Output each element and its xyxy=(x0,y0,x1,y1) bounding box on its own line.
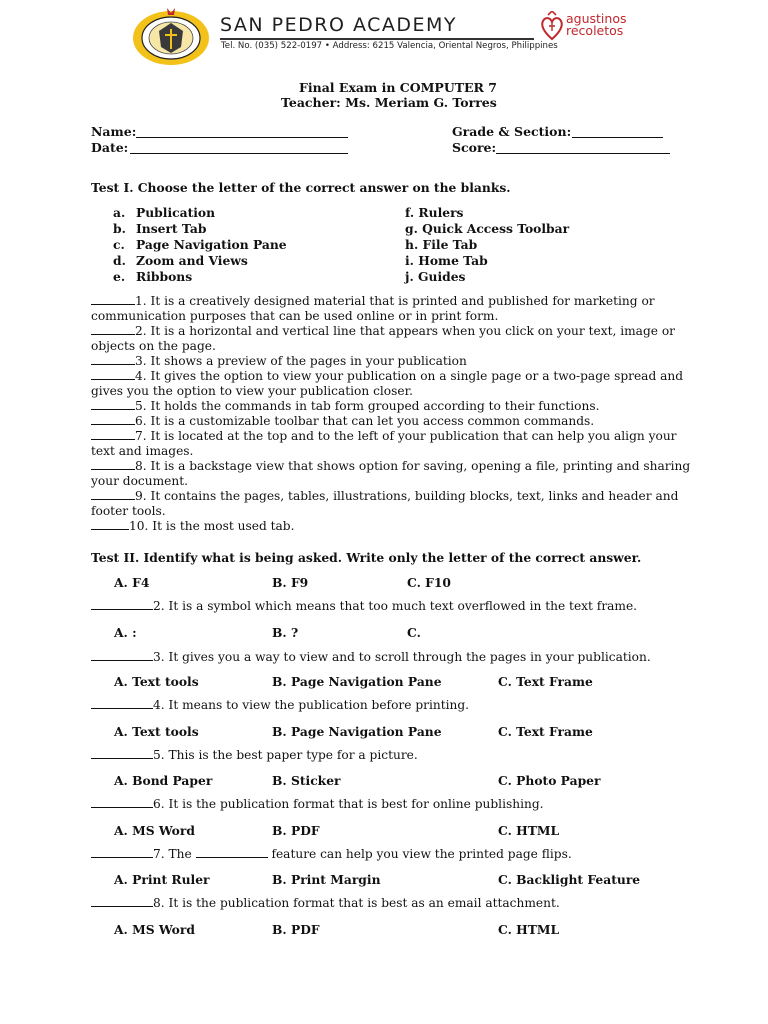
q5-choice-c: C. Photo Paper xyxy=(498,773,601,788)
q7-choice-a: A. Print Ruler xyxy=(114,872,210,887)
test2-question-8: 8. It is the publication format that is best as an email attachment. xyxy=(91,896,560,911)
test1-item-2-cont: objects on the page. xyxy=(91,339,216,353)
test1-item-3: 3. It shows a preview of the pages in your publication xyxy=(91,354,467,369)
option-h: h. File Tab xyxy=(405,237,478,252)
test1-item-7-cont: text and images. xyxy=(91,444,194,458)
q7-choice-c: C. Backlight Feature xyxy=(498,872,641,887)
q8-choice-c: C. HTML xyxy=(498,922,560,937)
answer-blank[interactable] xyxy=(91,896,153,907)
test2-instruction: Test II. Identify what is being asked. Write only the letter of the correct answer. xyxy=(91,550,642,565)
q2-choice-a: A. : xyxy=(114,625,137,640)
q1-choice-c: C. F10 xyxy=(407,575,451,590)
answer-blank[interactable] xyxy=(91,414,135,425)
date-field[interactable] xyxy=(130,153,348,154)
test2-question-6: 6. It is the publication format that is best for online publishing. xyxy=(91,797,544,812)
q4-choice-a: A. Text tools xyxy=(114,724,199,739)
school-seal-icon xyxy=(131,5,211,67)
school-name: SAN PEDRO ACADEMY xyxy=(220,14,458,36)
answer-blank[interactable] xyxy=(91,324,135,335)
q4-choice-b: B. Page Navigation Pane xyxy=(272,724,442,739)
answer-blank[interactable] xyxy=(91,429,135,440)
q3-choice-a: A. Text tools xyxy=(114,674,199,689)
option-c-letter: c. xyxy=(113,237,125,252)
option-b-letter: b. xyxy=(113,221,126,236)
answer-blank[interactable] xyxy=(91,369,135,380)
option-e-letter: e. xyxy=(113,269,126,284)
option-d-letter: d. xyxy=(113,253,126,268)
partner-line-2: recoletos xyxy=(566,23,624,38)
partner-line-1: agustinos xyxy=(566,11,627,26)
test1-item-9-cont: footer tools. xyxy=(91,504,166,518)
test1-item-8: 8. It is a backstage view that shows option for saving, opening a file, printing and sharing xyxy=(91,459,690,474)
q3-choice-b: B. Page Navigation Pane xyxy=(272,674,442,689)
q6-choice-b: B. PDF xyxy=(272,823,320,838)
test1-item-9: 9. It contains the pages, tables, illustrations, building blocks, text, links and header and xyxy=(91,489,678,504)
q3-choice-c: C. Text Frame xyxy=(498,674,593,689)
school-contact: Tel. No. (035) 522-0197 • Address: 6215 Valencia, Oriental Negros, Philippines xyxy=(221,41,558,51)
partner-logo-text xyxy=(566,13,627,37)
name-field[interactable] xyxy=(136,137,348,138)
test2-question-2: 2. It is a symbol which means that too much text overflowed in the text frame. xyxy=(91,599,637,614)
score-label: Score: xyxy=(452,140,497,155)
answer-blank[interactable] xyxy=(91,698,153,709)
q6-choice-c: C. HTML xyxy=(498,823,560,838)
answer-blank[interactable] xyxy=(91,797,153,808)
option-g: g. Quick Access Toolbar xyxy=(405,221,570,236)
answer-blank[interactable] xyxy=(91,399,135,410)
answer-blank[interactable] xyxy=(91,748,153,759)
header-rule xyxy=(220,38,534,40)
q4-choice-c: C. Text Frame xyxy=(498,724,593,739)
grade-section-field[interactable] xyxy=(572,137,663,138)
option-i: i. Home Tab xyxy=(405,253,488,268)
answer-blank[interactable] xyxy=(91,489,135,500)
heart-logo-icon xyxy=(540,11,564,41)
option-b-text: Insert Tab xyxy=(136,221,207,236)
test2-question-4: 4. It means to view the publication before printing. xyxy=(91,698,469,713)
q7-choice-b: B. Print Margin xyxy=(272,872,381,887)
score-field[interactable] xyxy=(496,153,670,154)
test1-item-1: 1. It is a creatively designed material that is printed and published for marketing or xyxy=(91,294,655,309)
test1-item-2: 2. It is a horizontal and vertical line that appears when you click on your text, image or xyxy=(91,324,675,339)
test1-instruction: Test I. Choose the letter of the correct answer on the blanks. xyxy=(91,180,511,195)
test1-item-7: 7. It is located at the top and to the left of your publication that can help you align your xyxy=(91,429,677,444)
q2-choice-c: C. xyxy=(407,625,421,640)
answer-blank[interactable] xyxy=(91,847,153,858)
option-a-text: Publication xyxy=(136,205,216,220)
answer-blank[interactable] xyxy=(91,599,153,610)
q6-choice-a: A. MS Word xyxy=(114,823,195,838)
answer-blank[interactable] xyxy=(91,650,153,661)
test2-question-5: 5. This is the best paper type for a picture. xyxy=(91,748,418,763)
test1-item-5: 5. It holds the commands in tab form grouped according to their functions. xyxy=(91,399,599,414)
grade-section-label: Grade & Section: xyxy=(452,124,572,139)
test1-item-8-cont: your document. xyxy=(91,474,188,488)
option-f: f. Rulers xyxy=(405,205,464,220)
test1-item-6: 6. It is a customizable toolbar that can let you access common commands. xyxy=(91,414,594,429)
exam-teacher: Teacher: Ms. Meriam G. Torres xyxy=(281,95,497,110)
option-a-letter: a. xyxy=(113,205,126,220)
q8-choice-a: A. MS Word xyxy=(114,922,195,937)
q1-choice-b: B. F9 xyxy=(272,575,309,590)
q1-choice-a: A. F4 xyxy=(114,575,150,590)
option-c-text: Page Navigation Pane xyxy=(136,237,287,252)
test2-question-3: 3. It gives you a way to view and to scroll through the pages in your publication. xyxy=(91,650,651,665)
option-e-text: Ribbons xyxy=(136,269,193,284)
option-d-text: Zoom and Views xyxy=(136,253,248,268)
q2-choice-b: B. ? xyxy=(272,625,299,640)
answer-blank[interactable] xyxy=(91,354,135,365)
answer-blank[interactable] xyxy=(91,459,135,470)
test1-item-4: 4. It gives the option to view your publication on a single page or a two-page spread and xyxy=(91,369,683,384)
option-j: j. Guides xyxy=(405,269,466,284)
test1-item-10: 10. It is the most used tab. xyxy=(91,519,294,534)
test1-item-1-cont: communication purposes that can be used online or in print form. xyxy=(91,309,499,323)
q5-choice-a: A. Bond Paper xyxy=(114,773,213,788)
date-label: Date: xyxy=(91,140,129,155)
q5-choice-b: B. Sticker xyxy=(272,773,341,788)
exam-title: Final Exam in COMPUTER 7 xyxy=(299,80,497,95)
test2-question-7: 7. The feature can help you view the printed page flips. xyxy=(91,847,572,862)
fill-in-blank[interactable] xyxy=(196,847,268,858)
answer-blank[interactable] xyxy=(91,519,129,530)
test1-item-4-cont: gives you the option to view your publication closer. xyxy=(91,384,413,398)
q8-choice-b: B. PDF xyxy=(272,922,320,937)
name-label: Name: xyxy=(91,124,137,139)
answer-blank[interactable] xyxy=(91,294,135,305)
